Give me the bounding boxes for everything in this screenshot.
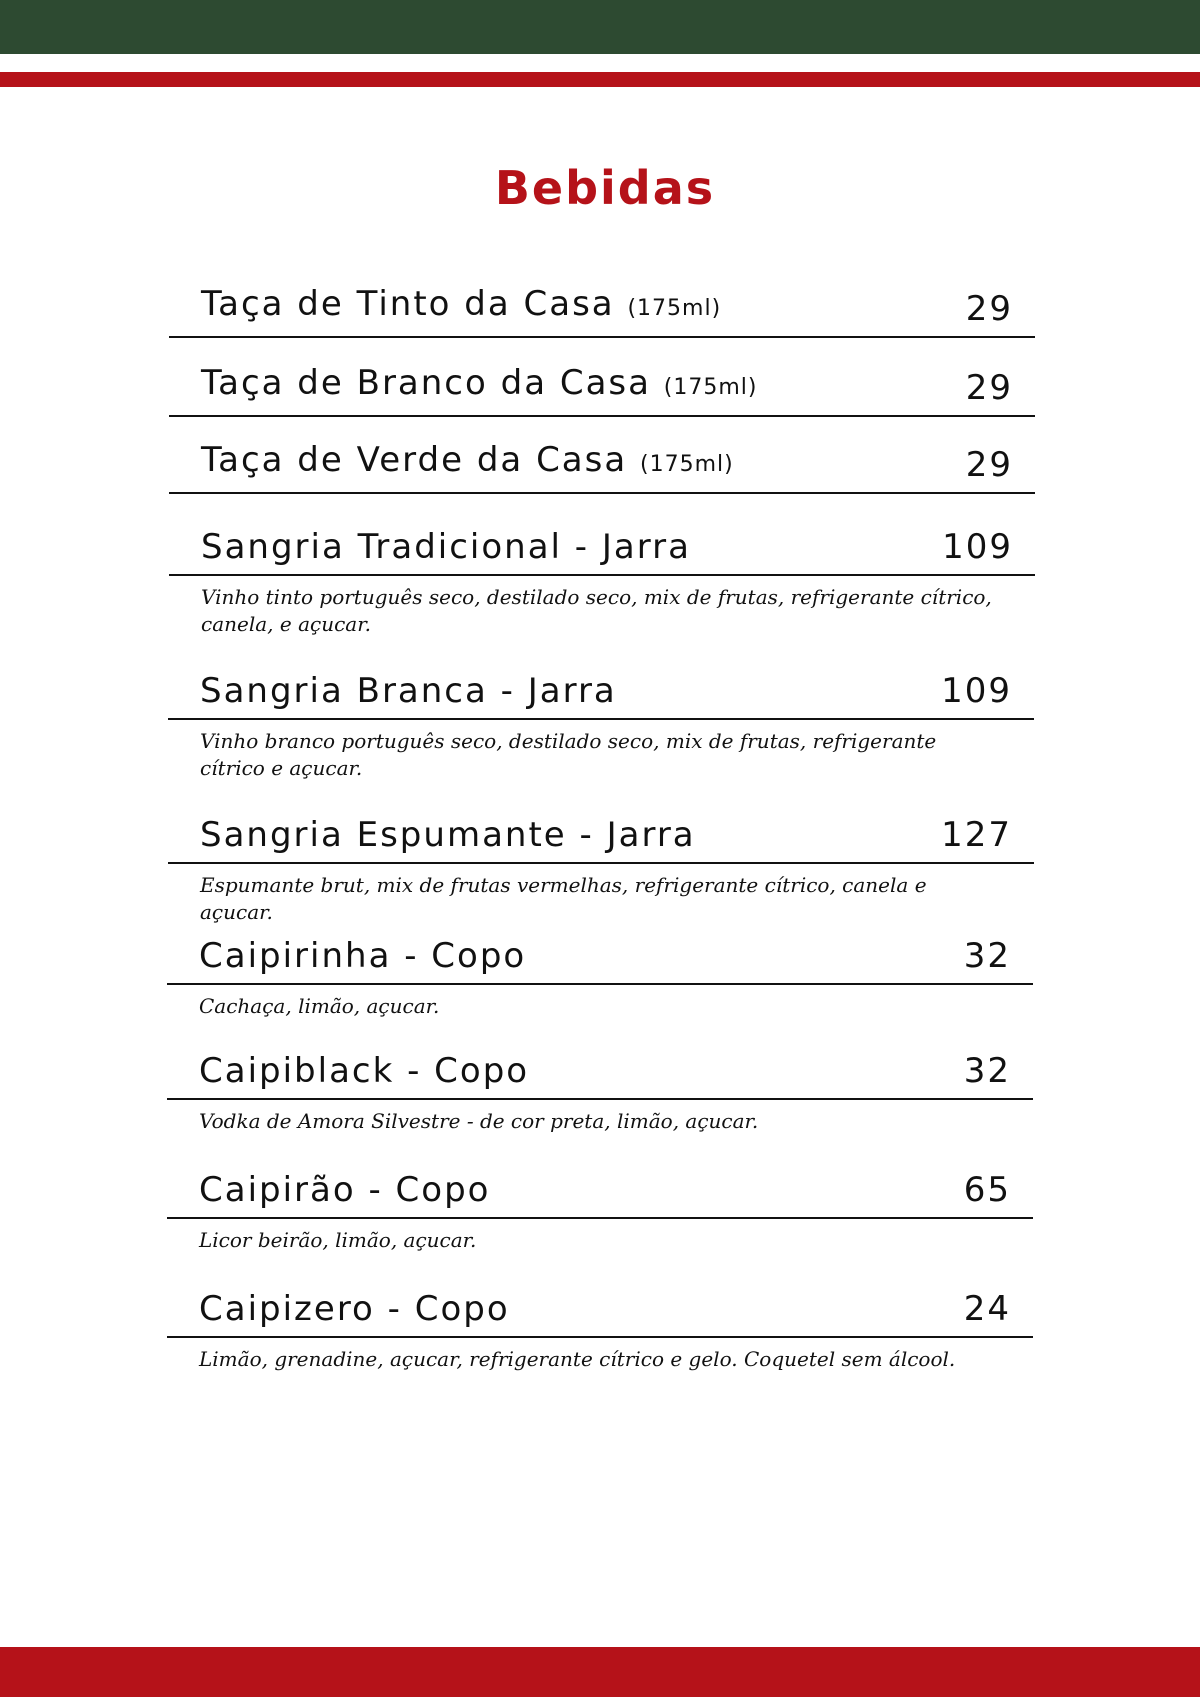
menu-item-price: 29 (965, 289, 1013, 329)
menu-item-name: Caipizero - Copo (199, 1289, 510, 1329)
menu-item-description: Limão, grenadine, açucar, refrigerante cítrico e gelo. Coquetel sem álcool. (199, 1347, 956, 1371)
menu-item-header (168, 662, 1034, 720)
menu-item-name: Caipirão - Copo (199, 1170, 491, 1210)
menu-item-name: Caipiblack - Copo (199, 1051, 530, 1091)
menu-item-size: (175ml) (663, 375, 758, 400)
menu-item-description: Vodka de Amora Silvestre - de cor preta, limão, açucar. (199, 1109, 759, 1133)
top-green-stripe (0, 0, 1200, 54)
menu-item-description: Licor beirão, limão, açucar. (199, 1228, 477, 1252)
menu-item-header (169, 518, 1035, 576)
menu-item-size: (175ml) (640, 452, 734, 477)
menu-item (168, 806, 1034, 926)
menu-item-name: Sangria Branca - Jarra (200, 671, 617, 711)
menu-item-description: Espumante brut, mix de frutas vermelhas, refrigerante cítrico, canela e açucar. (200, 873, 927, 924)
menu-item-price: 29 (965, 445, 1013, 485)
menu-item-header (169, 436, 1035, 494)
page-title: Bebidas (494, 161, 716, 215)
menu-item-price: 24 (963, 1289, 1011, 1329)
menu-item-header (167, 1161, 1033, 1219)
menu-item (167, 1042, 1033, 1135)
menu-item (167, 927, 1033, 1020)
menu-item-description: Vinho branco português seco, destilado seco, mix de frutas, refrigerante cítrico e açucar. (200, 729, 937, 780)
menu-item (167, 1161, 1033, 1254)
menu-item-name: Taça de Verde da Casa (175ml) (201, 440, 734, 480)
menu-item (169, 359, 1035, 417)
menu-item-name: Sangria Tradicional - Jarra (201, 527, 691, 567)
menu-item-header (167, 1042, 1033, 1100)
menu-item-price: 127 (941, 815, 1012, 855)
menu-item-header (169, 359, 1035, 417)
menu-item-name: Sangria Espumante - Jarra (200, 815, 696, 855)
menu-item-name: Caipirinha - Copo (199, 936, 527, 976)
menu-item-price: 29 (965, 368, 1013, 408)
menu-item (169, 518, 1035, 638)
menu-item-price: 109 (942, 527, 1013, 567)
menu-item (167, 1280, 1033, 1373)
menu-item (169, 280, 1035, 338)
menu-item-header (168, 806, 1034, 864)
top-red-stripe (0, 72, 1200, 87)
menu-item (169, 436, 1035, 494)
menu-item-price: 109 (941, 671, 1012, 711)
menu-item-price: 32 (963, 936, 1011, 976)
menu-item-price: 65 (963, 1170, 1011, 1210)
menu-item-header (167, 1280, 1033, 1338)
menu-item-name: Taça de Tinto da Casa (175ml) (201, 284, 722, 324)
bottom-red-stripe (0, 1647, 1200, 1697)
menu-item-name: Taça de Branco da Casa (175ml) (201, 363, 758, 403)
menu-item-header (167, 927, 1033, 985)
menu-item-description: Vinho tinto português seco, destilado seco, mix de frutas, refrigerante cítrico, canela, e açucar. (201, 585, 992, 636)
menu-item (168, 662, 1034, 782)
menu-item-size: (175ml) (627, 296, 722, 321)
menu-item-description: Cachaça, limão, açucar. (199, 994, 440, 1018)
menu-item-price: 32 (963, 1051, 1011, 1091)
menu-item-header (169, 280, 1035, 338)
